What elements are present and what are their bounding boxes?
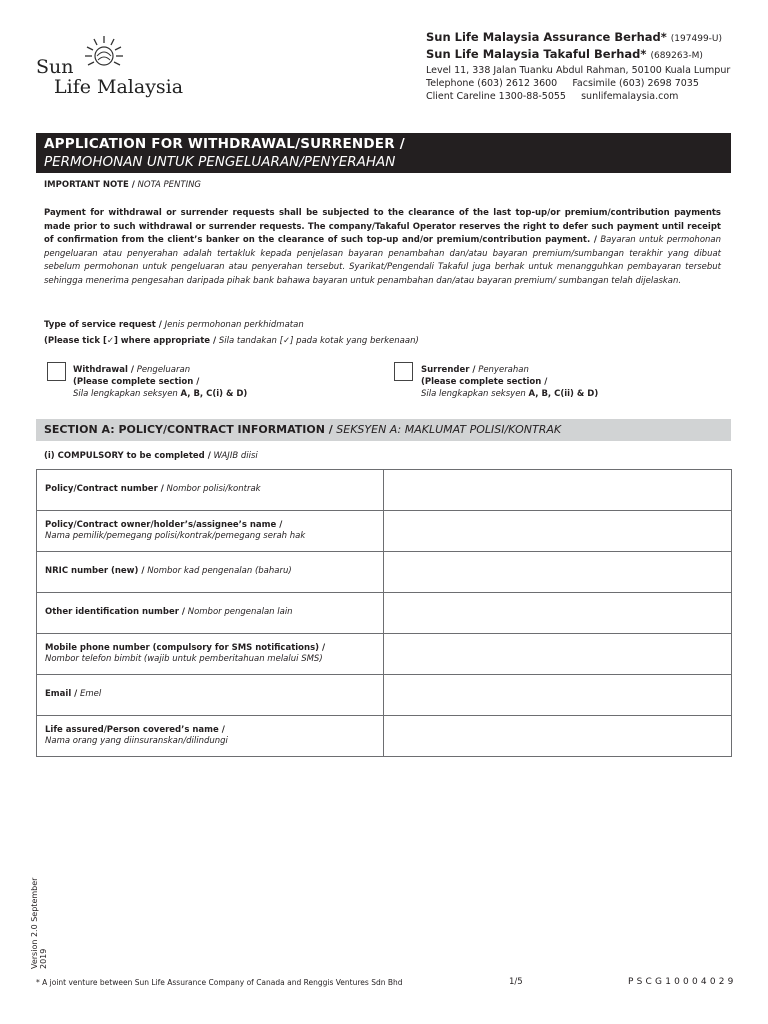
email-field[interactable] xyxy=(384,675,732,716)
logo-text-sun: Sun xyxy=(36,56,74,78)
field-label-ms: Nombor pengenalan lain xyxy=(187,607,293,618)
version-label: Version 2.0 September 2019 xyxy=(30,877,48,969)
other-id-field[interactable] xyxy=(384,593,732,634)
company-contact-line xyxy=(426,90,746,103)
company-careline: Client Careline 1300-88-5055 xyxy=(426,91,566,102)
field-label-en: Policy/Contract owner/holder’s/assignee’s name / xyxy=(45,519,283,530)
surrender-label-en: Surrender / xyxy=(421,365,476,375)
compulsory-note xyxy=(44,451,258,461)
company-name-assurance xyxy=(426,30,746,47)
company-telephone: Telephone (603) 2612 3600 xyxy=(426,78,558,89)
field-label-ms: Nombor kad pengenalan (baharu) xyxy=(147,566,292,577)
company-phone-line xyxy=(426,77,746,90)
table-row xyxy=(37,552,732,593)
section-a-title-ms: SEKSYEN A: MAKLUMAT POLISI/KONTRAK xyxy=(336,423,562,436)
service-request-label xyxy=(44,320,304,330)
important-note-heading xyxy=(44,180,201,190)
tick-instruction xyxy=(44,336,419,346)
sun-emblem-icon xyxy=(84,34,124,74)
company-website: sunlifemalaysia.com xyxy=(581,91,679,102)
logo-text-life-malaysia: Life Malaysia xyxy=(54,76,184,98)
field-label-en: NRIC number (new) / xyxy=(45,566,145,577)
withdrawal-complete-en: (Please complete section / xyxy=(73,377,200,387)
note-paragraph-en: Payment for withdrawal or surrender requests shall be subjected to the clearance of the last top-up/or premium/contribution payments made prior to such withdrawal or surrender requests. The company/Takaful Operator reserves the right to defer such payment until receipt of confirmation from the client’s banker on the clearance of such top-up and/or premium/contribution payment. / xyxy=(44,208,721,246)
table-row xyxy=(37,511,732,552)
section-a-title-en: SECTION A: POLICY/CONTRACT INFORMATION / xyxy=(44,423,333,436)
section-a-header xyxy=(36,419,731,441)
policy-number-field[interactable] xyxy=(384,470,732,511)
form-title-ms: PERMOHONAN UNTUK PENGELUARAN/PENYERAHAN xyxy=(44,154,396,170)
table-row xyxy=(37,675,732,716)
field-label-ms: Nama pemilik/pemegang polisi/kontrak/pemegang serah hak xyxy=(45,531,306,541)
field-label-life-assured xyxy=(37,716,384,757)
service-request-en: Type of service request / xyxy=(44,320,162,330)
withdrawal-option xyxy=(73,364,247,400)
policy-info-table xyxy=(36,469,732,757)
table-row xyxy=(37,593,732,634)
form-code: PSCG10004029 xyxy=(628,977,737,987)
field-label-en: Email / xyxy=(45,689,78,700)
field-label-ms: Nombor polisi/kontrak xyxy=(166,484,261,495)
field-label-ms: Nama orang yang diinsuranskan/dilindungi xyxy=(45,736,228,746)
important-note-paragraph xyxy=(44,207,721,289)
life-assured-field[interactable] xyxy=(384,716,732,757)
surrender-complete-en: (Please complete section / xyxy=(421,377,548,387)
field-label-other-id xyxy=(37,593,384,634)
mobile-field[interactable] xyxy=(384,634,732,675)
table-row xyxy=(37,716,732,757)
company-reg-2: (689263-M) xyxy=(650,51,703,61)
table-row xyxy=(37,470,732,511)
field-label-ms: Emel xyxy=(80,689,102,700)
withdrawal-sections: A, B, C(i) & D) xyxy=(180,389,248,399)
tick-instruction-en: (Please tick [✓] where appropriate / xyxy=(44,336,217,346)
compulsory-note-ms: WAJIB diisi xyxy=(213,451,258,461)
withdrawal-label-ms: Pengeluaran xyxy=(136,365,191,375)
compulsory-note-en: (i) COMPULSORY to be completed / xyxy=(44,451,211,461)
company-facsimile: Facsimile (603) 2698 7035 xyxy=(572,78,699,89)
note-paragraph-ms: Bayaran untuk permohonan pengeluaran atau penyerahan adalah tertakluk kepada penjelasan bayaran penambahan dan/atau bayaran premium/sumbangan terakhir yang dibuat sebelum permohonan untuk pengeluaran atau penyerahan tersebut. Syarikat/Pengendali Takaful juga berhak untuk menangguhkan pembayaran tersebut sehingga menerima pengesahan daripada pihak bank bahawa bayaran untuk penambahan dan/atau bayaran premium/ sumbangan telah dijelaskan. xyxy=(44,235,722,286)
owner-name-field[interactable] xyxy=(384,511,732,552)
company-address: Level 11, 338 Jalan Tuanku Abdul Rahman, 50100 Kuala Lumpur xyxy=(426,65,731,76)
important-note-en: IMPORTANT NOTE / xyxy=(44,180,135,190)
company-name-1: Sun Life Malaysia Assurance Berhad* xyxy=(426,30,667,44)
withdrawal-complete-ms: Sila lengkapkan seksyen xyxy=(73,389,178,399)
tick-instruction-ms: Sila tandakan [✓] pada kotak yang berkenaan) xyxy=(218,336,419,346)
sun-life-logo xyxy=(36,34,196,98)
company-name-takaful xyxy=(426,47,746,64)
page-number: 1/5 xyxy=(509,977,523,987)
nric-field[interactable] xyxy=(384,552,732,593)
field-label-nric xyxy=(37,552,384,593)
field-label-mobile xyxy=(37,634,384,675)
field-label-en: Policy/Contract number / xyxy=(45,484,164,495)
surrender-option xyxy=(421,364,598,400)
joint-venture-footnote: * A joint venture between Sun Life Assurance Company of Canada and Renggis Ventures Sdn Bhd xyxy=(36,978,403,987)
withdrawal-checkbox[interactable] xyxy=(47,362,66,381)
surrender-complete-ms: Sila lengkapkan seksyen xyxy=(421,389,526,399)
field-label-owner-name xyxy=(37,511,384,552)
surrender-checkbox[interactable] xyxy=(394,362,413,381)
service-request-ms: Jenis permohonan perkhidmatan xyxy=(164,320,304,330)
important-note-ms: NOTA PENTING xyxy=(137,180,202,190)
field-label-policy-number xyxy=(37,470,384,511)
field-label-email xyxy=(37,675,384,716)
field-label-en: Life assured/Person covered’s name / xyxy=(45,724,225,735)
company-info xyxy=(426,30,746,103)
section-a-title xyxy=(44,423,561,436)
field-label-ms: Nombor telefon bimbit (wajib untuk pemberitahuan melalui SMS) xyxy=(45,654,323,664)
company-name-2: Sun Life Malaysia Takaful Berhad* xyxy=(426,47,647,61)
form-title-bar xyxy=(36,133,731,173)
field-label-en: Mobile phone number (compulsory for SMS notifications) / xyxy=(45,642,326,653)
table-row xyxy=(37,634,732,675)
surrender-label-ms: Penyerahan xyxy=(478,365,529,375)
form-title-en: APPLICATION FOR WITHDRAWAL/SURRENDER / xyxy=(44,136,405,152)
withdrawal-label-en: Withdrawal / xyxy=(73,365,134,375)
surrender-sections: A, B, C(ii) & D) xyxy=(528,389,599,399)
company-reg-1: (197499-U) xyxy=(670,34,723,44)
field-label-en: Other identification number / xyxy=(45,607,186,618)
